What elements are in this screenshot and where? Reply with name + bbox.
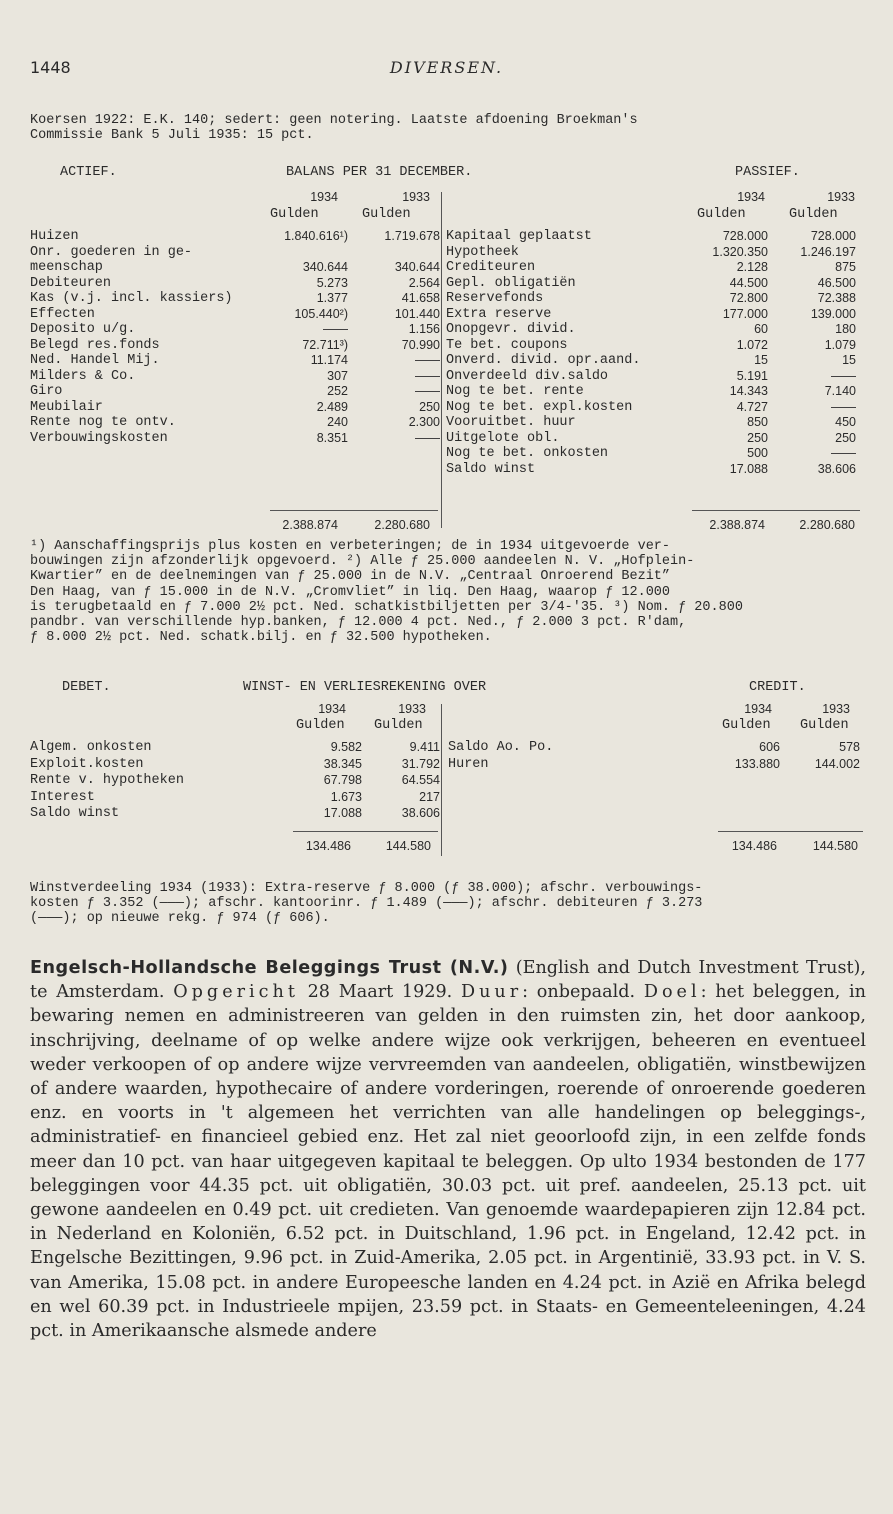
passief-row bbox=[446, 446, 860, 461]
debet-row bbox=[30, 740, 440, 755]
year-header: 1934 bbox=[737, 190, 765, 204]
passief-row bbox=[446, 260, 860, 275]
company-name: Engelsch-Hollandsche Beleggings Trust (N.V.) bbox=[30, 958, 509, 978]
row-label: Onopgevr. divid. bbox=[446, 322, 576, 337]
passief-title: PASSIEF. bbox=[735, 165, 800, 180]
row-label: Nog te bet. onkosten bbox=[446, 446, 609, 461]
actief-row bbox=[30, 307, 440, 322]
value-1934: 67.798 bbox=[323, 773, 362, 788]
value-1933: —— bbox=[415, 368, 440, 383]
footnote-line: ƒ 8.000 2½ pct. Ned. schatk.bilj. en ƒ 32.500 hypotheken. bbox=[30, 630, 492, 646]
value-1934: 5.191 bbox=[736, 368, 768, 383]
unit-header: Gulden bbox=[296, 718, 345, 733]
debet-row bbox=[30, 773, 440, 788]
passief-row bbox=[446, 338, 860, 353]
winstverdeeling-line: (———); op nieuwe rekg. ƒ 974 (ƒ 606). bbox=[30, 911, 330, 927]
unit-header: Gulden bbox=[789, 207, 838, 222]
winst-title: WINST- EN VERLIESREKENING OVER bbox=[243, 680, 487, 695]
actief-row bbox=[30, 353, 440, 368]
year-header: 1933 bbox=[402, 190, 430, 204]
total-rule bbox=[293, 831, 438, 832]
value-1934: 17.088 bbox=[729, 461, 768, 476]
value-1934: 240 bbox=[327, 415, 348, 429]
debet-row bbox=[30, 790, 440, 805]
passief-row bbox=[446, 276, 860, 291]
value-1934: 105.440²) bbox=[294, 306, 348, 321]
value-1934: 72.711³) bbox=[302, 337, 348, 352]
year-header: 1933 bbox=[822, 702, 850, 716]
total-value: 134.486 bbox=[305, 839, 351, 853]
opgericht-value: 28 Maart 1929. bbox=[298, 982, 461, 1003]
value-1934: 5.273 bbox=[316, 275, 348, 290]
balance-title: BALANS PER 31 DECEMBER. bbox=[286, 165, 473, 180]
passief-row bbox=[446, 245, 860, 260]
passief-row bbox=[446, 384, 860, 399]
value-1933: 1.719.678 bbox=[384, 229, 440, 243]
value-1934: 38.345 bbox=[323, 756, 362, 771]
row-label: Huren bbox=[448, 756, 489, 772]
row-label: Hypotheek bbox=[446, 244, 519, 260]
row-label: Nog te bet. expl.kosten bbox=[446, 399, 633, 415]
value-1933: 340.644 bbox=[394, 260, 440, 274]
footnote-line: ¹) Aanschaffingsprijs plus kosten en verbeteringen; de in 1934 uitgevoerde ver- bbox=[30, 539, 671, 554]
value-1933: 2.564 bbox=[408, 275, 440, 290]
value-1933: 180 bbox=[835, 322, 856, 336]
total-rule bbox=[718, 831, 863, 832]
row-label: Rente nog te ontv. bbox=[30, 415, 176, 430]
value-1933: —— bbox=[831, 399, 856, 414]
unit-header: Gulden bbox=[362, 207, 411, 222]
row-label: Onr. goederen in ge- bbox=[30, 244, 193, 260]
value-1934: 1.072 bbox=[736, 337, 768, 352]
value-1933: 38.606 bbox=[401, 806, 440, 821]
value-1934: 14.343 bbox=[729, 384, 768, 398]
footnote-line: Den Haag, van ƒ 15.000 in de N.V. „Cromvliet” in liq. Den Haag, waarop ƒ 12.000 bbox=[30, 584, 671, 600]
value-1934: 500 bbox=[747, 446, 768, 460]
row-label: Milders & Co. bbox=[30, 368, 136, 384]
row-label: Extra reserve bbox=[446, 306, 552, 322]
row-label: Kas (v.j. incl. kassiers) bbox=[30, 291, 233, 306]
value-1933: 101.440 bbox=[394, 306, 440, 321]
value-1933: 9.411 bbox=[409, 740, 440, 754]
value-1934: 11.174 bbox=[310, 353, 348, 367]
row-label: Algem. onkosten bbox=[30, 740, 152, 755]
value-1933: 1.156 bbox=[408, 322, 440, 336]
value-1934: 2.128 bbox=[736, 260, 768, 274]
duur-value: : onbepaald. bbox=[522, 982, 644, 1003]
value-1934: 133.880 bbox=[734, 756, 780, 771]
value-1933: 70.990 bbox=[401, 337, 440, 352]
value-1934: 307 bbox=[327, 368, 348, 383]
value-1933: 41.658 bbox=[401, 291, 440, 305]
passief-row bbox=[446, 415, 860, 430]
winstverdeeling-line: kosten ƒ 3.352 (———); afschr. kantoorinr. ƒ 1.489 (———); afschr. debiteuren ƒ 3.273 bbox=[30, 896, 703, 912]
value-1934: 340.644 bbox=[302, 260, 348, 274]
value-1933: 64.554 bbox=[401, 773, 440, 788]
page-header bbox=[30, 58, 863, 82]
year-header: 1934 bbox=[744, 702, 772, 716]
row-label: Rente v. hypotheken bbox=[30, 773, 184, 789]
article-intro: (English and Dutch Investment Trust), te Amsterdam. bbox=[30, 958, 866, 1003]
row-label: Verbouwingskosten bbox=[30, 430, 168, 446]
value-1933: 144.002 bbox=[814, 756, 860, 771]
row-label: Kapitaal geplaatst bbox=[446, 229, 592, 244]
footnote-line: is terugbetaald en ƒ 7.000 2½ pct. Ned. schatkistbiljetten per 3/4-'35. ³) Nom. ƒ 20.800 bbox=[30, 599, 743, 615]
value-1933: —— bbox=[415, 353, 440, 367]
actief-row bbox=[30, 245, 440, 260]
value-1933: —— bbox=[415, 384, 440, 398]
total-value: 144.580 bbox=[812, 839, 858, 853]
value-1933: 728.000 bbox=[810, 229, 856, 243]
debet-row bbox=[30, 757, 440, 772]
actief-row bbox=[30, 338, 440, 353]
value-1933: 31.792 bbox=[401, 756, 440, 771]
row-label: Ned. Handel Mij. bbox=[30, 353, 160, 368]
value-1933: 15 bbox=[842, 353, 856, 367]
doel-text: : het beleggen, in bewaring nemen en administreeren van gelden in den ruimsten zin, het door aankoop, inschrijving, deelname of op welke andere wijze ook verkrijgen, beheeren en eventueel weder verkoopen of op andere wijze vervreemden van aandeelen, obligatiën, winstbewijzen of andere waarden, hypothecaire of andere vorderingen, roerende of onroerende goederen enz. en voorts in 't algemeen het verrichten van alle handelingen op beleggings-, administratief- en financieel gebied enz. Het zal niet geoorloofd zijn, in een zelfde fonds meer dan 10 pct. van haar uitgegeven kapitaal te beleggen. Op ulto 1934 bestonden de 177 beleggingen voor 44.35 pct. uit obligatiën, 30.03 pct. uit pref. aandeelen, 25.13 pct. uit gewone aandeelen en 0.49 pct. uit credieten. Van genoemde waardepapieren zijn 12.84 pct. in Nederland en Koloniën, 6.52 pct. in Duitschland, 1.96 pct. in Engeland, 12.42 pct. in Engelsche Bezittingen, 9.96 pct. in Zuid-Amerika, 2.05 pct. in Argentinië, 33.93 pct. in V. S. van Amerika, 15.08 pct. in andere Europeesche landen en 4.24 pct. in Azië en Afrika belegd en wel 60.39 pct. in Industrieele mpijen, 23.59 pct. in Staats- en Gemeenteleeningen, 4.24 pct. in Amerikaansche alsmede andere bbox=[30, 982, 866, 1342]
row-label: Onverd. divid. opr.aand. bbox=[446, 353, 641, 368]
value-1934: 72.800 bbox=[729, 291, 768, 305]
row-label: Giro bbox=[30, 384, 63, 399]
value-1934: 2.489 bbox=[316, 399, 348, 414]
value-1934: 60 bbox=[754, 322, 768, 336]
value-1934: 17.088 bbox=[323, 806, 362, 821]
value-1934: 1.377 bbox=[316, 291, 348, 305]
row-label: Uitgelote obl. bbox=[446, 430, 560, 446]
total-value: 144.580 bbox=[385, 839, 431, 853]
row-label: Huizen bbox=[30, 229, 79, 244]
value-1934: 1.320.350 bbox=[712, 244, 768, 259]
actief-row bbox=[30, 291, 440, 306]
footnote-line: pandbr. van verschillende hyp.banken, ƒ 12.000 4 pct. Ned., ƒ 2.000 3 pct. R'dam, bbox=[30, 615, 687, 631]
actief-row bbox=[30, 431, 440, 446]
intro-line: Commissie Bank 5 Juli 1935: 15 pct. bbox=[30, 128, 314, 144]
passief-row bbox=[446, 462, 860, 477]
total-value: 2.280.680 bbox=[799, 518, 855, 532]
row-label: Effecten bbox=[30, 306, 95, 322]
actief-row bbox=[30, 322, 440, 337]
passief-row bbox=[446, 369, 860, 384]
debet-row bbox=[30, 806, 440, 821]
row-label: Interest bbox=[30, 789, 95, 805]
value-1934: 9.582 bbox=[330, 740, 362, 754]
actief-row bbox=[30, 400, 440, 415]
footnotes bbox=[30, 539, 864, 645]
total-rule bbox=[270, 510, 438, 511]
unit-header: Gulden bbox=[722, 718, 771, 733]
credit-title: CREDIT. bbox=[749, 680, 806, 695]
value-1934: 606 bbox=[759, 740, 780, 754]
value-1934: 15 bbox=[754, 353, 768, 367]
row-label: Gepl. obligatiën bbox=[446, 275, 576, 291]
row-label: Exploit.kosten bbox=[30, 756, 144, 772]
value-1933: 2.300 bbox=[408, 415, 440, 429]
year-header: 1934 bbox=[310, 190, 338, 204]
value-1933: —— bbox=[831, 446, 856, 460]
value-1934: 44.500 bbox=[729, 275, 768, 290]
credit-row bbox=[448, 757, 860, 772]
value-1933: —— bbox=[415, 430, 440, 445]
value-1933: 217 bbox=[419, 789, 440, 804]
value-1933: 46.500 bbox=[817, 275, 856, 290]
duur-label: Duur bbox=[460, 982, 523, 1003]
value-1934: 8.351 bbox=[316, 430, 348, 445]
passief-row bbox=[446, 291, 860, 306]
doel-label: Doel bbox=[643, 982, 701, 1003]
row-label: Meubilair bbox=[30, 399, 103, 415]
value-1933: 250 bbox=[835, 430, 856, 445]
row-label: Belegd res.fonds bbox=[30, 337, 160, 353]
winstverdeeling bbox=[30, 881, 864, 927]
actief-row bbox=[30, 276, 440, 291]
value-1934: 252 bbox=[327, 384, 348, 398]
footnote-line: Kwartier” en de deelnemingen van ƒ 25.000 in de N.V. „Centraal Onroerend Bezit” bbox=[30, 569, 671, 585]
value-1933: —— bbox=[831, 368, 856, 383]
winstverdeeling-line: Winstverdeeling 1934 (1933): Extra-reserve ƒ 8.000 (ƒ 38.000); afschr. verbouwings- bbox=[30, 881, 703, 896]
passief-row bbox=[446, 400, 860, 415]
value-1934: 1.840.616¹) bbox=[284, 229, 348, 243]
value-1933: 139.000 bbox=[810, 306, 856, 321]
total-value: 2.388.874 bbox=[282, 518, 338, 532]
row-label: Onverdeeld div.saldo bbox=[446, 368, 609, 384]
value-1933: 7.140 bbox=[824, 384, 856, 398]
row-label: Reservefonds bbox=[446, 291, 544, 306]
total-value: 2.388.874 bbox=[709, 518, 765, 532]
value-1933: 1.079 bbox=[824, 337, 856, 352]
row-label: Te bet. coupons bbox=[446, 337, 568, 353]
value-1934: 250 bbox=[747, 430, 768, 445]
total-rule bbox=[692, 510, 860, 511]
actief-row bbox=[30, 260, 440, 275]
total-value: 134.486 bbox=[731, 839, 777, 853]
row-label: meenschap bbox=[30, 260, 103, 275]
actief-row bbox=[30, 369, 440, 384]
company-article bbox=[30, 956, 866, 1343]
row-label: Vooruitbet. huur bbox=[446, 415, 576, 430]
intro-text bbox=[30, 113, 864, 143]
page-title: DIVERSEN. bbox=[389, 58, 504, 77]
value-1933: 72.388 bbox=[817, 291, 856, 305]
footnote-line: bouwingen zijn afzonderlijk opgevoerd. ²) Alle ƒ 25.000 aandeelen N. V. „Hofplein- bbox=[30, 554, 695, 570]
column-divider bbox=[441, 192, 442, 528]
row-label: Debiteuren bbox=[30, 275, 112, 291]
year-header: 1933 bbox=[827, 190, 855, 204]
unit-header: Gulden bbox=[270, 207, 319, 222]
row-label: Saldo winst bbox=[30, 806, 120, 822]
unit-header: Gulden bbox=[800, 718, 849, 733]
unit-header: Gulden bbox=[697, 207, 746, 222]
value-1934: 1.673 bbox=[330, 789, 362, 804]
column-divider bbox=[441, 704, 442, 856]
year-header: 1933 bbox=[398, 702, 426, 716]
actief-row bbox=[30, 415, 440, 430]
total-value: 2.280.680 bbox=[374, 518, 430, 532]
actief-title: ACTIEF. bbox=[60, 165, 117, 180]
value-1933: 1.246.197 bbox=[800, 244, 856, 259]
actief-row bbox=[30, 384, 440, 399]
row-label: Saldo winst bbox=[446, 461, 536, 477]
value-1933: 875 bbox=[835, 260, 856, 274]
page-number: 1448 bbox=[30, 58, 71, 77]
actief-row bbox=[30, 229, 440, 244]
row-label: Crediteuren bbox=[446, 260, 536, 275]
year-header: 1934 bbox=[318, 702, 346, 716]
passief-row bbox=[446, 307, 860, 322]
value-1934: 850 bbox=[747, 415, 768, 429]
value-1934: 177.000 bbox=[722, 306, 768, 321]
value-1934: 728.000 bbox=[722, 229, 768, 243]
passief-row bbox=[446, 431, 860, 446]
value-1933: 38.606 bbox=[817, 461, 856, 476]
value-1934: —— bbox=[323, 322, 348, 336]
value-1933: 450 bbox=[835, 415, 856, 429]
row-label: Deposito u/g. bbox=[30, 322, 136, 337]
value-1933: 250 bbox=[419, 399, 440, 414]
value-1933: 578 bbox=[839, 740, 860, 754]
debet-title: DEBET. bbox=[62, 680, 111, 695]
opgericht-label: Opgericht bbox=[173, 982, 299, 1003]
credit-row bbox=[448, 740, 860, 755]
row-label: Saldo Ao. Po. bbox=[448, 740, 554, 755]
passief-row bbox=[446, 322, 860, 337]
passief-row bbox=[446, 229, 860, 244]
unit-header: Gulden bbox=[374, 718, 423, 733]
passief-row bbox=[446, 353, 860, 368]
value-1934: 4.727 bbox=[736, 399, 768, 414]
row-label: Nog te bet. rente bbox=[446, 384, 584, 399]
intro-line: Koersen 1922: E.K. 140; sedert: geen notering. Laatste afdoening Broekman's bbox=[30, 113, 638, 128]
